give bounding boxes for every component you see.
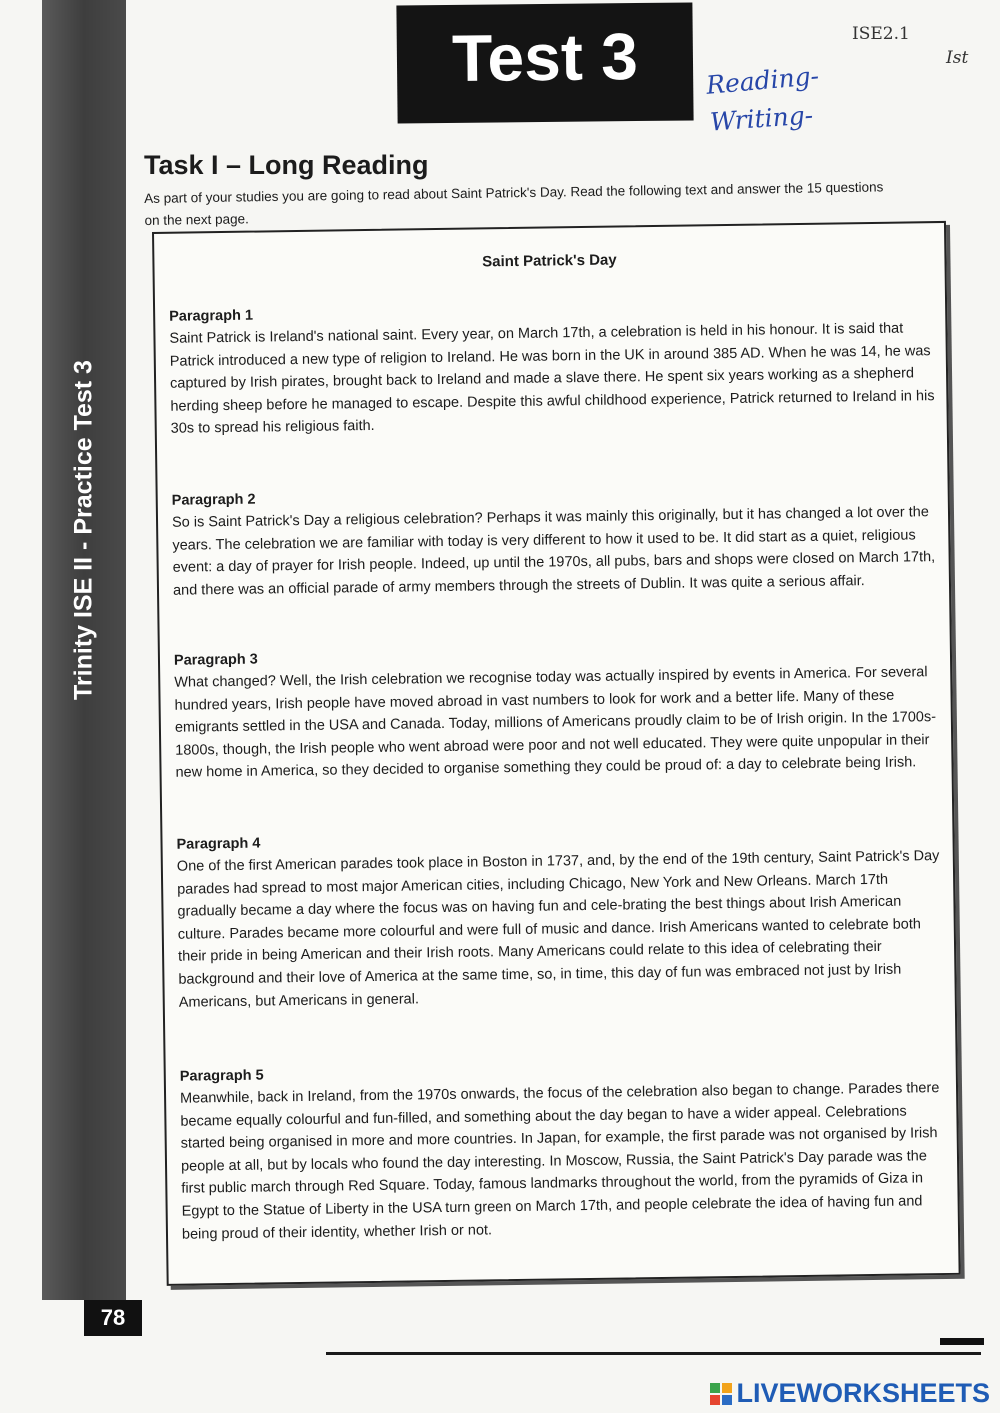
paragraph-text: So is Saint Patrick's Day a religious celebration? Perhaps it was mainly this originally, but it has changed a lot over the years. The celebration we are familiar with today is very different to how it used to be. It did start as a quiet, religious event: a day of prayer for Irish people. Indeed, up until the 1970s, all pubs, bars and shops were closed on March 17th, and there was an official parade of army members through the streets of Dublin. It was quite a serious affair. [171, 504, 936, 599]
paragraph-text: Saint Patrick is Ireland's national saint. Every year, on March 17th, a celebration is held in his honour. It is said that Patrick introduced a new type of religion to Ireland. He was born in the UK in around 385 AD. When he was 14, he was captured by Irish pirates, brought back to Ireland and made a slave there. He spent six years working as a shepherd herding sheep before he managed to escape. Despite this awful childhood experience, Patrick returned to Ireland in his 30s to spread his religious faith. [169, 320, 935, 438]
page-title: Test 3 [451, 19, 639, 95]
handwritten-reading-note: Reading- [704, 61, 821, 100]
bottom-rule [326, 1352, 981, 1355]
bottom-rule-accent [940, 1338, 984, 1345]
paragraph-text: One of the first American parades took place in Boston in 1737, and, by the end of the 19th century, Saint Patrick's Day parades had spread to most major American cities, including Chicago, New York and New Orleans. March 17th gradually became a day where the focus was on having fun and cele-brating the best things about Irish American culture. Parades became more colourful and were full of music and dance. Irish Americans wanted to celebrate both their pride in being American and their Irish roots. Many Americans could relate to this idea of celebrating their background and their love of America at the same time, so, in time, this day of fun was embraced not just by Irish Americans, but Americans in general. [176, 848, 940, 1011]
handwritten-rank: Ist [946, 48, 969, 68]
paragraph-5 [180, 1055, 948, 1246]
paragraph-heading: Paragraph 1 [169, 307, 254, 325]
page-number: 78 [84, 1300, 142, 1336]
logo-square-blue [722, 1395, 732, 1405]
logo-square-red [710, 1395, 720, 1405]
handwritten-writing-note: Writing- [709, 100, 815, 137]
liveworksheets-logo-icon [710, 1383, 732, 1405]
liveworksheets-watermark [710, 1378, 990, 1409]
task-instructions: As part of your studies you are going to read about Saint Patrick's Day. Read the following text and answer the 15 questions on the next page. [144, 179, 884, 228]
title-banner [396, 2, 693, 123]
paragraph-1 [169, 295, 937, 441]
reading-title: Saint Patrick's Day [482, 251, 617, 271]
paragraph-heading: Paragraph 3 [173, 651, 258, 669]
task-title: Task I – Long Reading [144, 150, 429, 180]
logo-square-orange [722, 1383, 732, 1393]
paragraph-2 [172, 479, 939, 602]
sidebar-label-text: Trinity ISE II - Practice Test 3 [69, 360, 98, 700]
paragraph-4 [176, 823, 944, 1014]
reading-passage-box [152, 221, 961, 1286]
logo-square-green [710, 1383, 720, 1393]
paragraph-3 [174, 639, 942, 785]
handwritten-level-code: ISE2.1 [852, 24, 910, 44]
paragraph-heading: Paragraph 4 [176, 835, 261, 853]
paragraph-heading: Paragraph 5 [179, 1067, 264, 1085]
watermark-text: LIVEWORKSHEETS [736, 1378, 990, 1408]
paragraph-text: Meanwhile, back in Ireland, from the 1970s onwards, the focus of the celebration also began to change. Parades there became equally colourful and fun-filled, and something about the day began to have a wider appeal. Celebrations started being organised in more and more countries. In Japan, for example, the first parade was not organised by Irish people at all, but by locals who found the day interesting. In Moscow, Russia, the Saint Patrick's Day parade was the first public march through Red Square. Today, famous landmarks throughout the world, from the pyramids of Giza in Egypt to the Statue of Liberty in the USA turn green on March 17th, and people celebrate the idea of having fun and being proud of their identity, whether Irish or not. [179, 1080, 940, 1243]
paragraph-text: What changed? Well, the Irish celebration we recognise today was actually inspired by events in America. For several hundred years, Irish people have moved abroad in vast numbers to look for work and a better life. Many of these emigrants settled in the USA and Canada. Today, millions of Americans proudly claim to be of Irish origin. In the 1700s-1800s, though, the Irish people who went abroad were poor and not well educated. They were quite unpopular in their new home in America, so they decided to organise something they could be proud of: a day to celebrate being Irish. [174, 664, 937, 782]
paragraph-heading: Paragraph 2 [171, 491, 256, 509]
